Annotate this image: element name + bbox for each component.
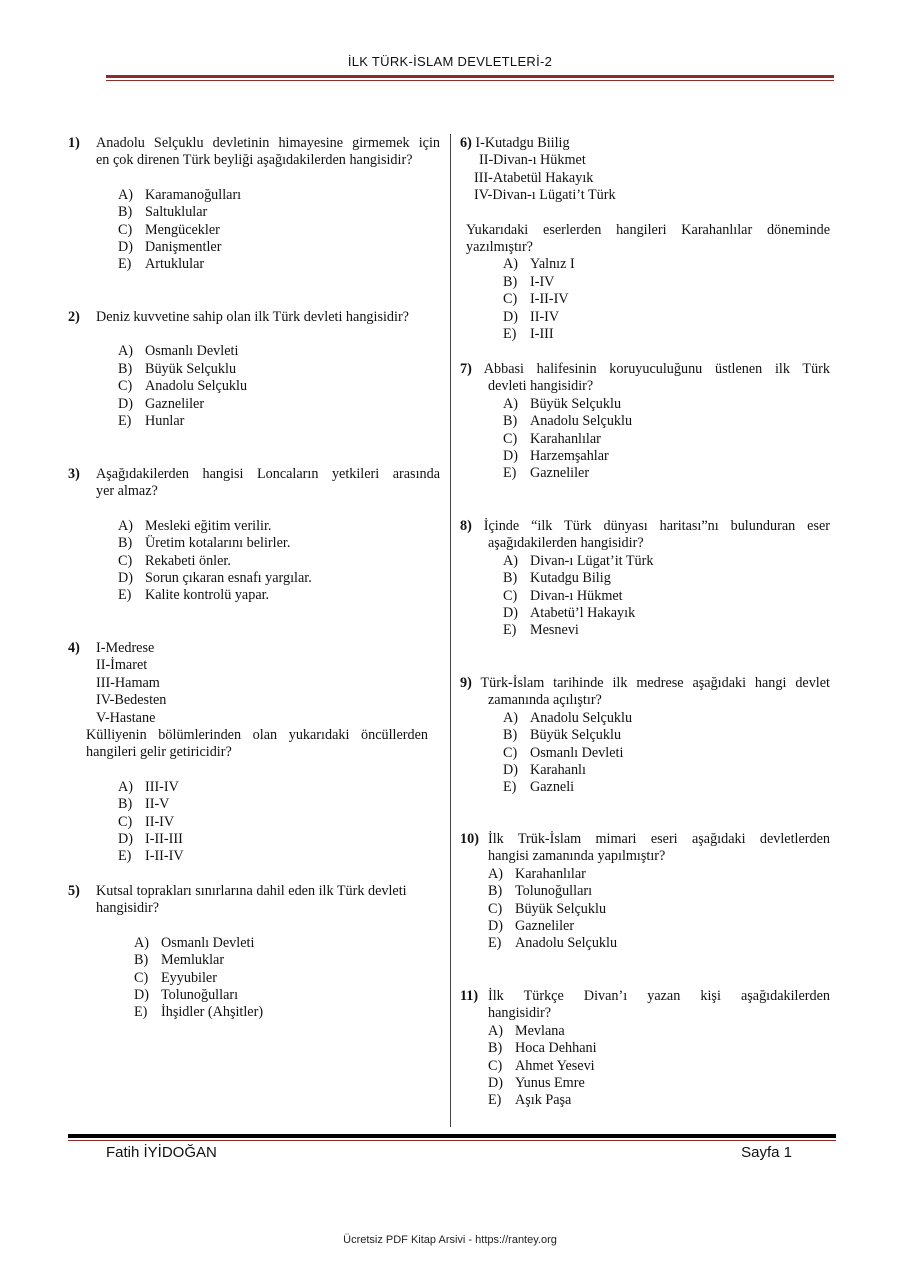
header-rule-thin bbox=[106, 80, 834, 81]
premise-list: 6) I-Kutadgu Biilig II-Divan-ı Hükmet III-Atabetül Hakayık IV-Divan-ı Lügati’t Türk bbox=[460, 135, 616, 204]
column-divider bbox=[450, 134, 451, 1127]
question-6 bbox=[460, 135, 830, 343]
option-d[interactable]: D) Gazneliler bbox=[118, 395, 205, 412]
option-c[interactable]: C) Divan-ı Hükmet bbox=[503, 587, 623, 604]
option-e[interactable]: E) Aşık Paşa bbox=[488, 1092, 572, 1109]
option-a[interactable]: A) III-IV bbox=[118, 778, 179, 795]
option-a[interactable]: A) Karahanlılar bbox=[488, 865, 586, 882]
question-number: 6) bbox=[460, 135, 472, 151]
question-number: 8) bbox=[460, 518, 472, 534]
footer-author: Fatih İYİDOĞAN bbox=[106, 1144, 217, 1161]
question-11 bbox=[460, 988, 830, 1110]
question-number: 11) bbox=[460, 988, 479, 1004]
option-c[interactable]: C) Anadolu Selçuklu bbox=[118, 378, 248, 395]
option-list bbox=[503, 553, 830, 640]
option-e[interactable]: E) Hunlar bbox=[118, 413, 185, 430]
option-d[interactable]: D) Atabetü’l Hakayık bbox=[503, 605, 636, 622]
option-a[interactable]: A) Mesleki eğitim verilir. bbox=[118, 517, 272, 534]
question-1 bbox=[68, 135, 440, 274]
option-b[interactable]: B) Kutadgu Bilig bbox=[503, 570, 611, 587]
option-d[interactable]: D) Danişmentler bbox=[118, 239, 222, 256]
question-number: 7) bbox=[460, 361, 472, 377]
option-b[interactable]: B) Büyük Selçuklu bbox=[503, 727, 622, 744]
option-a[interactable]: A) Anadolu Selçuklu bbox=[503, 709, 633, 726]
question-2 bbox=[68, 309, 440, 430]
option-c[interactable]: C) Osmanlı Devleti bbox=[503, 744, 624, 761]
question-stem: 9) Türk-İslam tarihinde ilk medrese aşağıdaki hangi devlet zamanında açılıştır? bbox=[460, 675, 830, 709]
question-8 bbox=[460, 518, 830, 640]
question-number: 10) bbox=[460, 831, 479, 847]
premise-list: I-Medrese II-İmaret III-Hamam IV-Bedesten V-Hastane bbox=[96, 640, 167, 726]
option-c[interactable]: C) I-II-IV bbox=[503, 291, 569, 308]
option-e[interactable]: E) Gazneli bbox=[503, 779, 575, 796]
question-stem: 7) Abbasi halifesinin koruyuculuğunu üstlenen ilk Türk devleti hangisidir? bbox=[460, 361, 831, 395]
question-stem: Külliyenin bölümlerinden olan yukarıdaki öncüllerden hangileri gelir getiricidir? bbox=[86, 727, 428, 761]
option-c[interactable]: C) Ahmet Yesevi bbox=[488, 1057, 595, 1074]
option-d[interactable]: D) Karahanlı bbox=[503, 762, 586, 779]
option-e[interactable]: E) Gazneliler bbox=[503, 465, 590, 482]
option-a[interactable]: A) Büyük Selçuklu bbox=[503, 395, 622, 412]
question-stem: 8) İçinde “ilk Türk dünyası haritası”nı bulunduran eser aşağıdakilerden hangisidir? bbox=[460, 518, 830, 552]
option-e[interactable]: E) I-III bbox=[503, 326, 554, 343]
option-b[interactable]: B) Üretim kotalarını belirler. bbox=[118, 535, 291, 552]
question-number: 4) bbox=[68, 640, 80, 656]
question-7 bbox=[460, 361, 830, 483]
option-list bbox=[488, 866, 830, 953]
option-d[interactable]: D) Tolunoğulları bbox=[134, 987, 239, 1004]
option-list bbox=[503, 710, 830, 797]
question-number: 5) bbox=[68, 883, 80, 899]
question-3 bbox=[68, 466, 440, 605]
footer-watermark: Ücretsiz PDF Kitap Arsivi - https://rantey.org bbox=[343, 1234, 557, 1246]
option-list bbox=[488, 1023, 830, 1110]
footer-page-number: Sayfa 1 bbox=[741, 1144, 792, 1161]
question-stem: İlk Trük-İslam mimari eseri aşağıdaki devletlerden hangisi zamanında yapılmıştır? bbox=[488, 831, 830, 865]
option-list bbox=[118, 779, 440, 866]
question-stem: Aşağıdakilerden hangisi Loncaların yetkileri arasında yer almaz? bbox=[96, 466, 440, 500]
option-e[interactable]: E) Mesnevi bbox=[503, 622, 579, 639]
question-10 bbox=[460, 831, 830, 953]
option-b[interactable]: B) Hoca Dehhani bbox=[488, 1040, 597, 1057]
option-list bbox=[118, 343, 440, 430]
question-stem: Anadolu Selçuklu devletinin himayesine girmemek için en çok direnen Türk beyliği aşağıdakilerden hangisidir? bbox=[96, 135, 440, 169]
question-5 bbox=[68, 883, 440, 1022]
option-b[interactable]: B) II-V bbox=[118, 796, 170, 813]
question-stem: Yukarıdaki eserlerden hangileri Karahanlılar döneminde yazılmıştır? bbox=[466, 221, 830, 256]
option-d[interactable]: D) Harzemşahlar bbox=[503, 448, 609, 465]
option-e[interactable]: E) Anadolu Selçuklu bbox=[488, 935, 618, 952]
option-d[interactable]: D) II-IV bbox=[503, 308, 560, 325]
question-stem: Deniz kuvvetine sahip olan ilk Türk devleti hangisidir? bbox=[96, 309, 409, 325]
question-number: 3) bbox=[68, 466, 80, 482]
option-a[interactable]: A) Mevlana bbox=[488, 1022, 565, 1039]
option-a[interactable]: A) Osmanlı Devleti bbox=[134, 934, 255, 951]
option-c[interactable]: C) II-IV bbox=[118, 813, 175, 830]
option-c[interactable]: C) Büyük Selçuklu bbox=[488, 900, 607, 917]
option-d[interactable]: D) I-II-III bbox=[118, 831, 183, 848]
option-e[interactable]: E) Artuklular bbox=[118, 256, 205, 273]
option-a[interactable]: A) Yalnız I bbox=[503, 256, 575, 273]
footer-rule bbox=[68, 1134, 836, 1138]
option-list bbox=[503, 256, 830, 343]
option-b[interactable]: B) Saltuklular bbox=[118, 204, 208, 221]
option-d[interactable]: D) Sorun çıkaran esnafı yargılar. bbox=[118, 570, 312, 587]
option-d[interactable]: D) Gazneliler bbox=[488, 918, 575, 935]
question-stem: Kutsal toprakları sınırlarına dahil eden ilk Türk devleti hangisidir? bbox=[96, 883, 407, 917]
option-e[interactable]: E) I-II-IV bbox=[118, 848, 184, 865]
option-c[interactable]: C) Rekabeti önler. bbox=[118, 552, 231, 569]
option-a[interactable]: A) Karamanoğulları bbox=[118, 186, 242, 203]
option-b[interactable]: B) Büyük Selçuklu bbox=[118, 360, 237, 377]
footer-rule-thin bbox=[68, 1140, 836, 1141]
question-9 bbox=[460, 675, 830, 797]
question-number: 1) bbox=[68, 135, 80, 151]
option-b[interactable]: B) Tolunoğulları bbox=[488, 883, 593, 900]
option-b[interactable]: B) I-IV bbox=[503, 273, 555, 290]
option-c[interactable]: C) Karahanlılar bbox=[503, 430, 601, 447]
page-header-title: İLK TÜRK-İSLAM DEVLETLERİ-2 bbox=[347, 54, 553, 69]
option-c[interactable]: C) Mengücekler bbox=[118, 221, 220, 238]
option-list bbox=[118, 518, 440, 605]
option-b[interactable]: B) Anadolu Selçuklu bbox=[503, 413, 633, 430]
question-number: 9) bbox=[460, 675, 472, 691]
question-number: 2) bbox=[68, 309, 80, 325]
option-b[interactable]: B) Memluklar bbox=[134, 952, 225, 969]
option-list bbox=[134, 935, 440, 1022]
option-list bbox=[503, 396, 830, 483]
option-a[interactable]: A) Osmanlı Devleti bbox=[118, 343, 239, 360]
question-4 bbox=[68, 640, 440, 866]
question-stem: İlk Türkçe Divan’ı yazan kişi aşağıdakilerden hangisidir? bbox=[488, 988, 830, 1022]
option-d[interactable]: D) Yunus Emre bbox=[488, 1075, 585, 1092]
option-list bbox=[118, 187, 440, 274]
option-a[interactable]: A) Divan-ı Lügat’it Türk bbox=[503, 552, 654, 569]
header-rule bbox=[106, 75, 834, 78]
option-e[interactable]: E) Kalite kontrolü yapar. bbox=[118, 587, 270, 604]
option-c[interactable]: C) Eyyubiler bbox=[134, 969, 217, 986]
option-e[interactable]: E) İhşidler (Ahşitler) bbox=[134, 1004, 264, 1021]
